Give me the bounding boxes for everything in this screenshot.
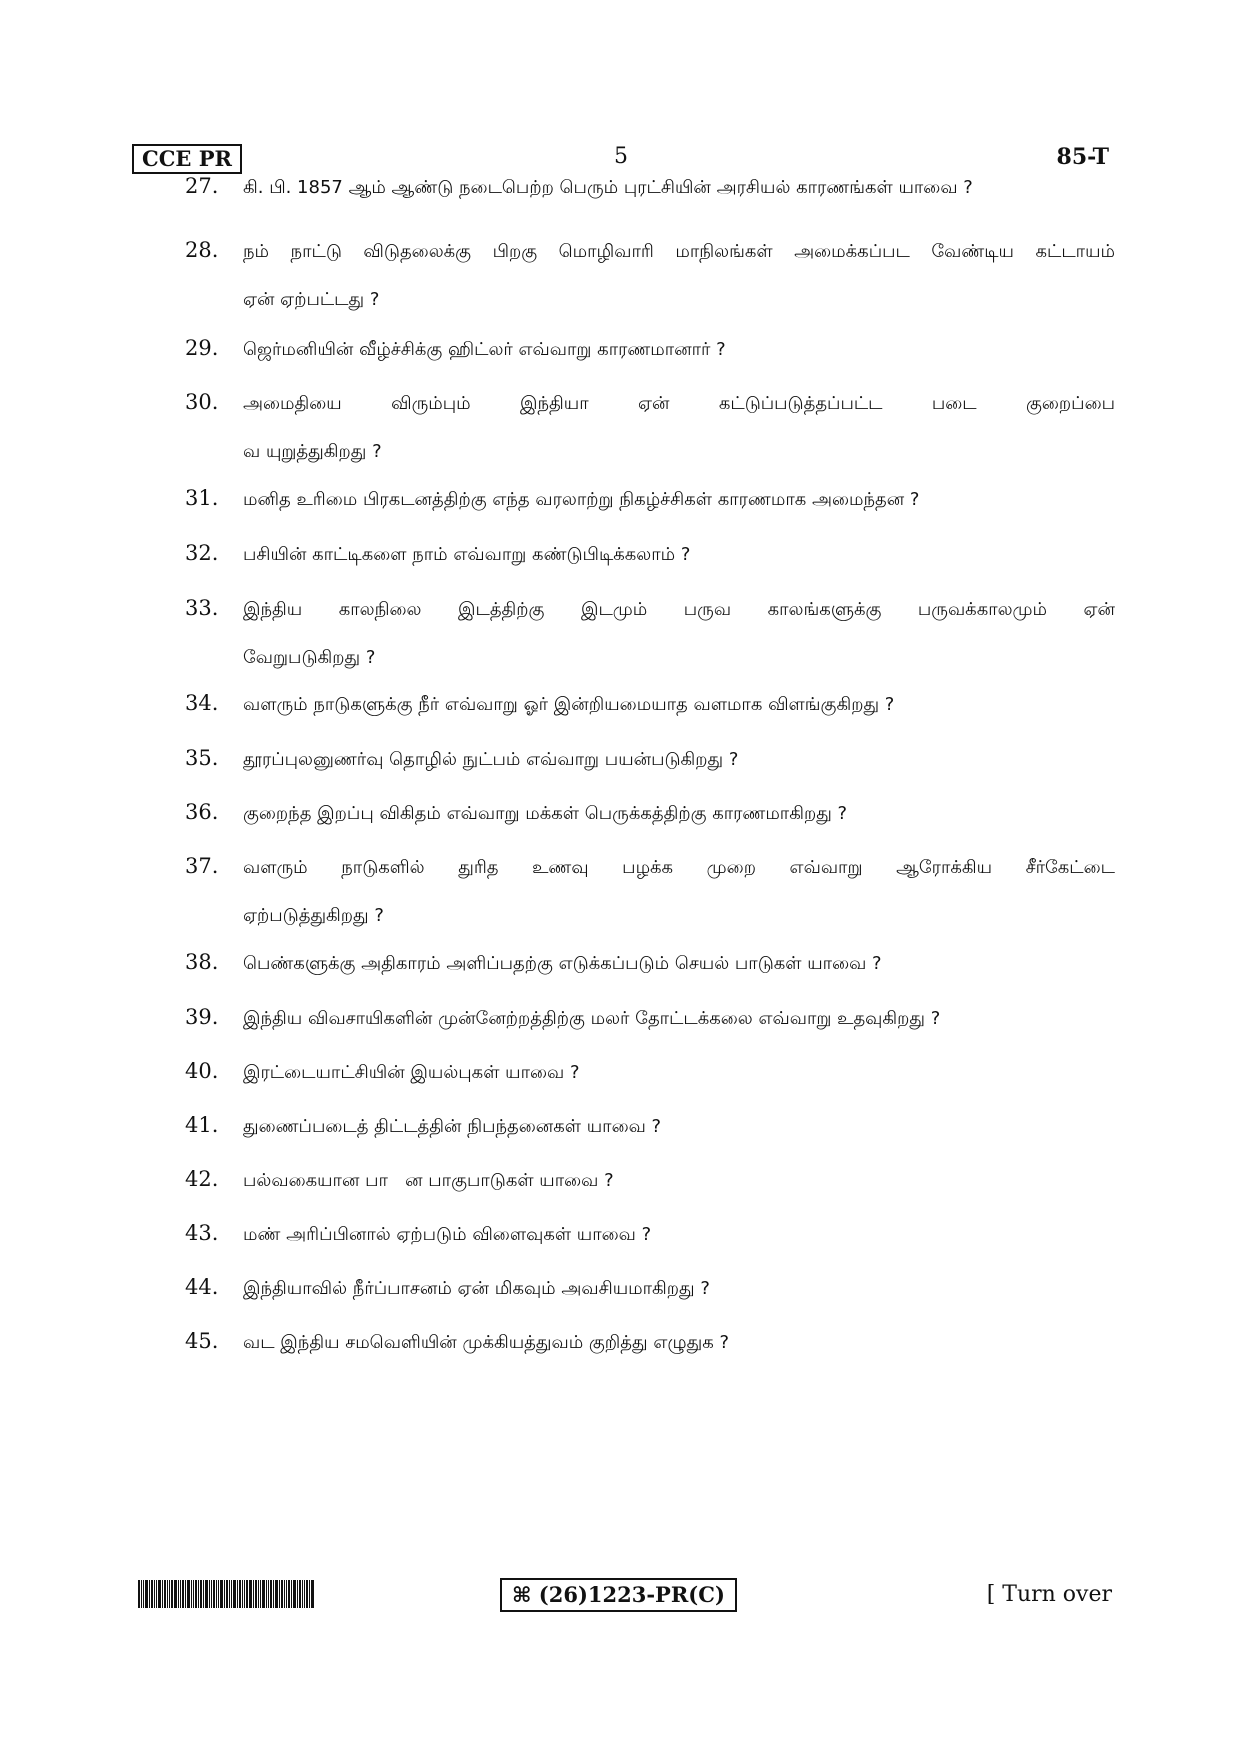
question-text: ஜெர்மனியின் வீழ்ச்சிக்கு ஹிட்லர் எவ்வாறு காரணமானார் ?: [243, 339, 726, 360]
question-number: 31.: [185, 486, 219, 510]
question-text: மனித உரிமை பிரகடனத்திற்கு எந்த வரலாற்று நிகழ்ச்சிகள் காரணமாக அமைந்தன ?: [243, 489, 920, 510]
question-number: 32.: [185, 541, 219, 565]
question-text: இந்திய விவசாயிகளின் முன்னேற்றத்திற்கு மலர் தோட்டக்கலை எவ்வாறு உதவுகிறது ?: [243, 1008, 941, 1029]
question-number: 44.: [185, 1275, 219, 1299]
question-number: 42.: [185, 1167, 219, 1191]
question-number: 27.: [185, 174, 219, 198]
question-text: நம் நாட்டு விடுதலைக்கு பிறகு மொழிவாரி மாநிலங்கள் அமைக்கப்பட வேண்டிய கட்டாயம்: [243, 241, 1115, 262]
question-text: கி. பி. 1857 ஆம் ஆண்டு நடைபெற்ற பெரும் புரட்சியின் அரசியல் காரணங்கள் யாவை ?: [243, 177, 973, 198]
question-text: தூரப்புலனுணர்வு தொழில் நுட்பம் எவ்வாறு பயன்படுகிறது ?: [243, 749, 739, 770]
question-text: குறைந்த இறப்பு விகிதம் எவ்வாறு மக்கள் பெருக்கத்திற்கு காரணமாகிறது ?: [243, 803, 848, 824]
question-text-continued: ஏற்படுத்துகிறது ?: [243, 905, 384, 926]
question-number: 37.: [185, 854, 219, 878]
exam-code-box: CCE PR: [132, 144, 242, 174]
question-text: அமைதியை விரும்பும் இந்தியா ஏன் கட்டுப்படுத்தப்பட்ட படை குறைப்பை: [243, 393, 1115, 414]
question-text: பல்வகையான பா ன பாகுபாடுகள் யாவை ?: [243, 1170, 614, 1191]
question-text: பெண்களுக்கு அதிகாரம் அளிப்பதற்கு எடுக்கப்படும் செயல் பாடுகள் யாவை ?: [243, 953, 882, 974]
question-number: 33.: [185, 596, 219, 620]
question-text: துணைப்படைத் திட்டத்தின் நிபந்தனைகள் யாவை ?: [243, 1116, 662, 1137]
question-number: 41.: [185, 1113, 219, 1137]
question-text: இரட்டையாட்சியின் இயல்புகள் யாவை ?: [243, 1062, 580, 1083]
question-number: 39.: [185, 1005, 219, 1029]
question-text-continued: வ யுறுத்துகிறது ?: [243, 441, 382, 462]
question-number: 40.: [185, 1059, 219, 1083]
question-number: 30.: [185, 390, 219, 414]
question-number: 34.: [185, 691, 219, 715]
question-text: இந்தியாவில் நீர்ப்பாசனம் ஏன் மிகவும் அவசியமாகிறது ?: [243, 1278, 710, 1299]
page-number: 5: [614, 144, 628, 169]
question-text-continued: ஏன் ஏற்பட்டது ?: [243, 289, 380, 310]
question-number: 35.: [185, 746, 219, 770]
question-number: 43.: [185, 1221, 219, 1245]
question-text-continued: வேறுபடுகிறது ?: [243, 647, 376, 668]
question-text: மண் அரிப்பினால் ஏற்படும் விளைவுகள் யாவை ?: [243, 1224, 652, 1245]
question-text: வளரும் நாடுகளுக்கு நீர் எவ்வாறு ஓர் இன்றியமையாத வளமாக விளங்குகிறது ?: [243, 694, 895, 715]
turn-over-label: [ Turn over: [986, 1582, 1112, 1607]
question-text: இந்திய காலநிலை இடத்திற்கு இடமும் பருவ காலங்களுக்கு பருவக்காலமும் ஏன்: [243, 599, 1115, 620]
barcode: [138, 1580, 370, 1608]
question-text: வட இந்திய சமவெளியின் முக்கியத்துவம் குறித்து எழுதுக ?: [243, 1332, 730, 1353]
question-number: 38.: [185, 950, 219, 974]
set-code-box: ⌘ (26)1223-PR(C): [500, 1578, 737, 1612]
question-number: 45.: [185, 1329, 219, 1353]
question-number: 29.: [185, 336, 219, 360]
question-number: 36.: [185, 800, 219, 824]
paper-code: 85-T: [1056, 144, 1109, 170]
question-number: 28.: [185, 238, 219, 262]
question-text: வளரும் நாடுகளில் துரித உணவு பழக்க முறை எவ்வாறு ஆரோக்கிய சீர்கேட்டை: [243, 857, 1115, 878]
page-footer: [138, 1580, 1112, 1620]
question-text: பசியின் காட்டிகளை நாம் எவ்வாறு கண்டுபிடிக்கலாம் ?: [243, 544, 691, 565]
